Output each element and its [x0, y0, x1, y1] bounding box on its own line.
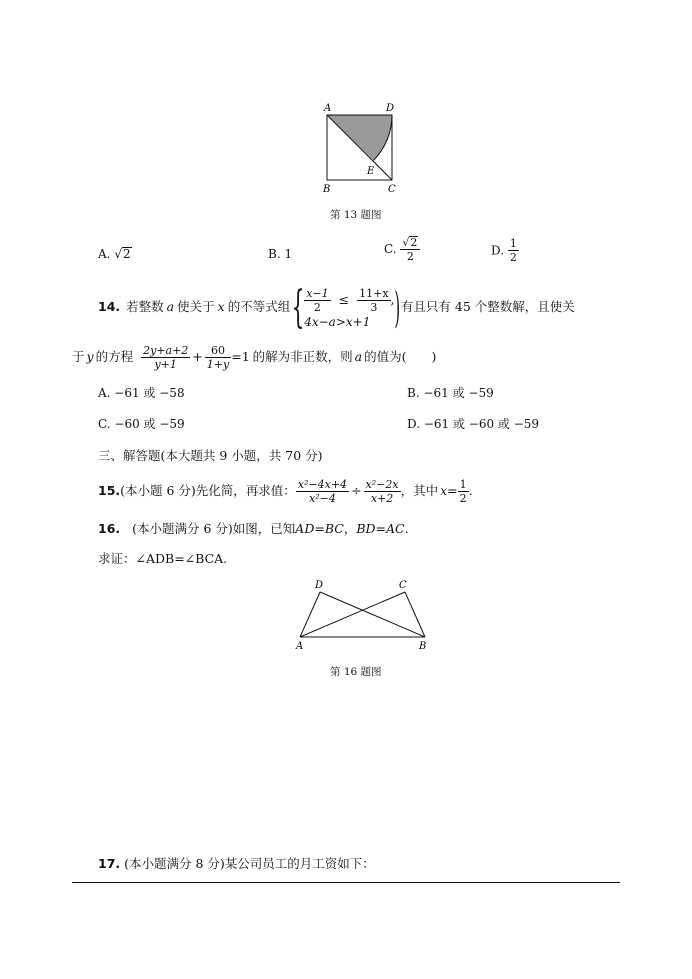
footer-rule — [72, 882, 620, 883]
q15-number: 15. — [98, 482, 121, 498]
q17-number: 17. — [98, 856, 121, 871]
q14-line1: 14. 若整数 a 使关于 x 的不等式组 { $\frac{x-1}{2}$ ≤ $\frac{11+x}{3}$ , 4x−a>x+1 ) 有且只有 45 个整数解，且使关 — [98, 281, 575, 333]
system-brace-icon: { — [291, 281, 305, 333]
q13-option-a[interactable]: A. √2 — [98, 247, 131, 261]
segment-ac — [300, 592, 405, 637]
system-right-brace-icon: ) — [393, 282, 400, 332]
q16-number: 16. — [98, 521, 121, 536]
q14-option-a[interactable]: A. −61 或 −58 — [98, 386, 185, 400]
q13-option-d[interactable]: D. $\frac{1}{2}$ — [491, 237, 517, 264]
q14-line2: 于 y 的方程 $\frac{2y+a+2}{y+1}$ + $\frac{60}{1+y}$ =1 的解为非正数，则 a 的值为( ) — [72, 343, 437, 371]
option-c-fraction: $\frac{√2}{2}$ — [400, 236, 420, 262]
q17-line: 17. (本小题满分 8 分)某公司员工的月工资如下： — [98, 856, 375, 871]
section-3-title: 三、解答题(本大题共 9 小题，共 70 分) — [98, 448, 323, 463]
figure-16 — [292, 578, 432, 653]
option-d-fraction: $\frac{1}{2}$ — [509, 237, 517, 264]
label-d: D — [315, 580, 324, 591]
label-b: B — [323, 184, 331, 195]
q14-option-b[interactable]: B. −61 或 −59 — [407, 386, 494, 400]
inequality-system: $\frac{x-1}{2}$ ≤ $\frac{11+x}{3}$ , 4x−a>x+1 — [304, 286, 395, 329]
label-c: C — [399, 580, 407, 591]
q13-option-b[interactable]: B. 1 — [268, 247, 293, 261]
q14-number: 14. — [98, 299, 121, 315]
label-e: E — [367, 166, 375, 177]
q13-option-c[interactable]: C. $\frac{√2}{2}$ — [384, 236, 420, 262]
figure-16-caption: 第 16 题图 — [330, 666, 382, 678]
label-a: A — [324, 103, 332, 114]
figure-13 — [315, 100, 405, 195]
label-b: B — [419, 641, 427, 652]
segment-bd — [320, 592, 425, 637]
q14-option-d[interactable]: D. −61 或 −60 或 −59 — [407, 417, 540, 431]
q15-line: 15. (本小题 6 分)先化简，再求值： $\frac{\text{x²−4x+4}}{\text{x²−4}}$ ÷ $\frac{\text{x²−2x}}{x+2}$ ，其中 x = $\frac{1}{2}$ . — [98, 477, 473, 505]
q16-line: 16. (本小题满分 6 分)如图，已知AD=BC，BD=AC. — [98, 521, 409, 536]
q14-option-c[interactable]: C. −60 或 −59 — [98, 417, 185, 431]
sqrt-symbol: √2 — [114, 247, 131, 261]
figure-13-caption: 第 13 题图 — [330, 209, 382, 221]
shaded-region — [327, 115, 392, 160]
label-c: C — [388, 184, 396, 195]
label-a: A — [296, 641, 304, 652]
q16-prove: 求证：∠ADB=∠BCA. — [98, 551, 228, 566]
label-d: D — [386, 103, 395, 114]
